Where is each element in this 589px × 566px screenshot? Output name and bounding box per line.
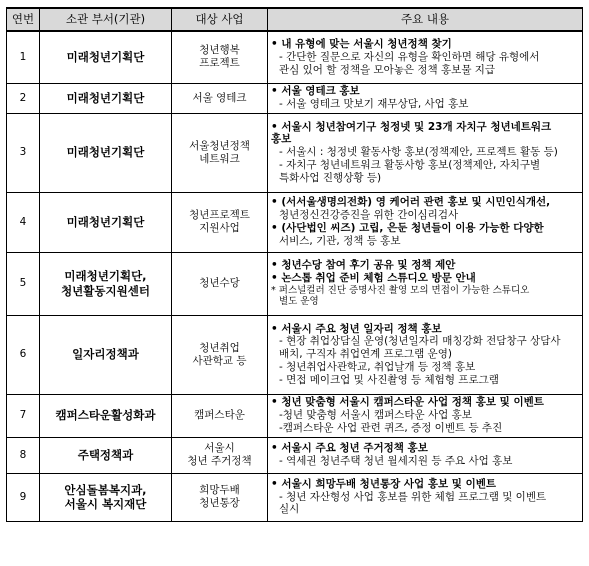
department-cell: [40, 83, 172, 113]
row-number: 4: [7, 192, 40, 252]
department-line: 캠퍼스타운활성화과: [55, 408, 156, 423]
content-line: * 퍼스널컬러 진단 증명사진 촬영 모의 면접이 가능한 스튜디오: [271, 284, 530, 296]
content-cell: [268, 394, 583, 437]
project-cell: [172, 473, 268, 521]
content-line: - 청년취업사관학교, 취업날개 등 정책 홍보: [279, 360, 476, 373]
department-cell: [40, 394, 172, 437]
content-bullet: • 서울 영테크 홍보: [271, 85, 360, 98]
content-cell: [268, 473, 583, 521]
project-cell: [172, 315, 268, 394]
project-line: 서울청년정책: [189, 139, 250, 152]
content-line: - 서울 영테크 맛보기 재무상담, 사업 홍보: [279, 98, 469, 110]
header-no: 연번: [7, 8, 40, 31]
project-cell: [172, 192, 268, 252]
project-cell: [172, 83, 268, 113]
content-bullet: • 서울시 청년참여기구 청정넷 및 23개 자치구 청년네트워크: [271, 120, 552, 133]
content-bullet: • 서울시 주요 청년 주거정책 홍보: [271, 442, 428, 455]
content-line: -캠퍼스타운 사업 관련 퀴즈, 증정 이벤트 등 추진: [279, 421, 503, 434]
project-line: 청년행복: [199, 44, 240, 57]
header-dept: 소관 부서(기관): [40, 8, 172, 31]
project-line: 프로젝트: [199, 57, 240, 70]
project-line: 청년통장: [199, 497, 240, 509]
content-line: - 역세권 청년주택 청년 월세지원 등 주요 사업 홍보: [279, 455, 513, 467]
department-cell: [40, 437, 172, 473]
content-line: - 서울시 : 청정넷 활동사항 홍보(정책제안, 프로젝트 활동 등): [279, 146, 558, 159]
content-line: 특화사업 진행상황 등): [279, 171, 382, 184]
project-line: 청년취업: [199, 341, 240, 354]
table-row: [7, 113, 583, 192]
content-line: 실시: [279, 503, 300, 516]
department-line: 주택정책과: [77, 447, 134, 462]
department-line: 일자리정책과: [72, 347, 139, 362]
department-line: 미래청년기획단: [66, 214, 145, 229]
department-cell: [40, 473, 172, 521]
department-line: 안심돌봄복지과,: [64, 482, 147, 497]
department-line: 미래청년기획단: [66, 50, 145, 65]
content-cell: [268, 113, 583, 192]
header-row: [7, 8, 583, 31]
project-line: 서울시: [204, 442, 235, 455]
content-line: 관심 있어 할 정책을 모아놓은 정책 홍보물 지급: [279, 63, 496, 76]
content-line: 홍보: [271, 133, 292, 146]
project-line: 사관학교 등: [192, 354, 247, 367]
row-number: 6: [7, 315, 40, 394]
department-line: 미래청년기획단,: [64, 269, 147, 284]
project-line: 청년수당: [199, 277, 240, 290]
project-line: 청년 주거정책: [187, 455, 252, 467]
content-line: - 현장 취업상담실 운영(청년일자리 매칭강화 전담창구 상담사: [279, 335, 561, 348]
table-row: [7, 252, 583, 315]
content-cell: [268, 31, 583, 83]
department-line: 미래청년기획단: [66, 145, 145, 160]
project-line: 네트워크: [199, 152, 240, 165]
header-content: 주요 내용: [268, 8, 583, 31]
table-row: [7, 192, 583, 252]
project-line: 서울 영테크: [192, 91, 247, 104]
content-line: - 청년 자산형성 사업 홍보를 위한 체험 프로그램 및 이벤트: [279, 490, 547, 503]
content-line: 별도 운영: [279, 296, 319, 308]
project-line: 청년프로젝트: [189, 209, 250, 222]
table-row: [7, 315, 583, 394]
content-bullet: • (사단법인 씨즈) 고립, 은둔 청년들이 이용 가능한 다양한: [271, 222, 544, 234]
policy-table: [6, 7, 583, 522]
content-bullet: • 논스톱 취업 준비 체험 스튜디오 방문 안내: [271, 271, 476, 284]
department-cell: [40, 31, 172, 83]
content-bullet: • 내 유형에 맞는 서울시 청년정책 찾기: [271, 38, 452, 51]
table-row: [7, 83, 583, 113]
content-bullet: • 서울시 주요 청년 일자리 정책 홍보: [271, 322, 442, 335]
department-cell: [40, 192, 172, 252]
row-number: 5: [7, 252, 40, 315]
department-cell: [40, 252, 172, 315]
content-line: 배치, 구직자 취업연계 프로그램 운영): [279, 348, 452, 361]
content-line: - 자치구 청년네트워크 활동사항 홍보(정책제안, 자치구별: [279, 158, 541, 171]
table-row: [7, 437, 583, 473]
content-bullet: • 청년수당 참여 후기 공유 및 정책 제안: [271, 259, 456, 272]
project-line: 지원사업: [199, 222, 240, 234]
project-line: 캠퍼스타운: [194, 409, 245, 422]
table-row: [7, 31, 583, 83]
project-cell: [172, 31, 268, 83]
project-cell: [172, 252, 268, 315]
content-line: - 면접 메이크업 및 사진촬영 등 체험형 프로그램: [279, 373, 499, 386]
row-number: 3: [7, 113, 40, 192]
content-cell: [268, 437, 583, 473]
content-bullet: • (서서울생명의전화) 영 케어러 관련 홍보 및 시민인식개선,: [271, 196, 551, 209]
department-line: 청년활동지원센터: [61, 283, 150, 298]
project-line: 희망두배: [199, 484, 240, 497]
row-number: 8: [7, 437, 40, 473]
department-cell: [40, 113, 172, 192]
content-bullet: • 청년 맞춤형 서울시 캠퍼스타운 사업 정책 홍보 및 이벤트: [271, 396, 544, 409]
department-cell: [40, 315, 172, 394]
content-line: 청년정신건강증진을 위한 간이심리검사: [279, 209, 459, 222]
department-line: 미래청년기획단: [66, 90, 145, 105]
content-line: - 간단한 질문으로 자신의 유형을 확인하면 해당 유형에서: [279, 50, 540, 63]
row-number: 1: [7, 31, 40, 83]
table-row: [7, 473, 583, 521]
table-row: [7, 394, 583, 437]
row-number: 7: [7, 394, 40, 437]
content-line: -청년 맞춤형 서울시 캠퍼스타운 사업 홍보: [279, 409, 472, 422]
content-bullet: • 서울시 희망두배 청년통장 사업 홍보 및 이벤트: [271, 477, 497, 490]
project-cell: [172, 394, 268, 437]
row-number: 9: [7, 473, 40, 521]
content-cell: [268, 315, 583, 394]
content-cell: [268, 252, 583, 315]
content-cell: [268, 83, 583, 113]
department-line: 서울시 복지재단: [64, 497, 147, 511]
row-number: 2: [7, 83, 40, 113]
content-line: 서비스, 기관, 정책 등 홍보: [279, 234, 401, 247]
header-project: 대상 사업: [172, 8, 268, 31]
project-cell: [172, 113, 268, 192]
table-header: [7, 8, 583, 31]
content-cell: [268, 192, 583, 252]
project-cell: [172, 437, 268, 473]
table-body: [7, 31, 583, 521]
